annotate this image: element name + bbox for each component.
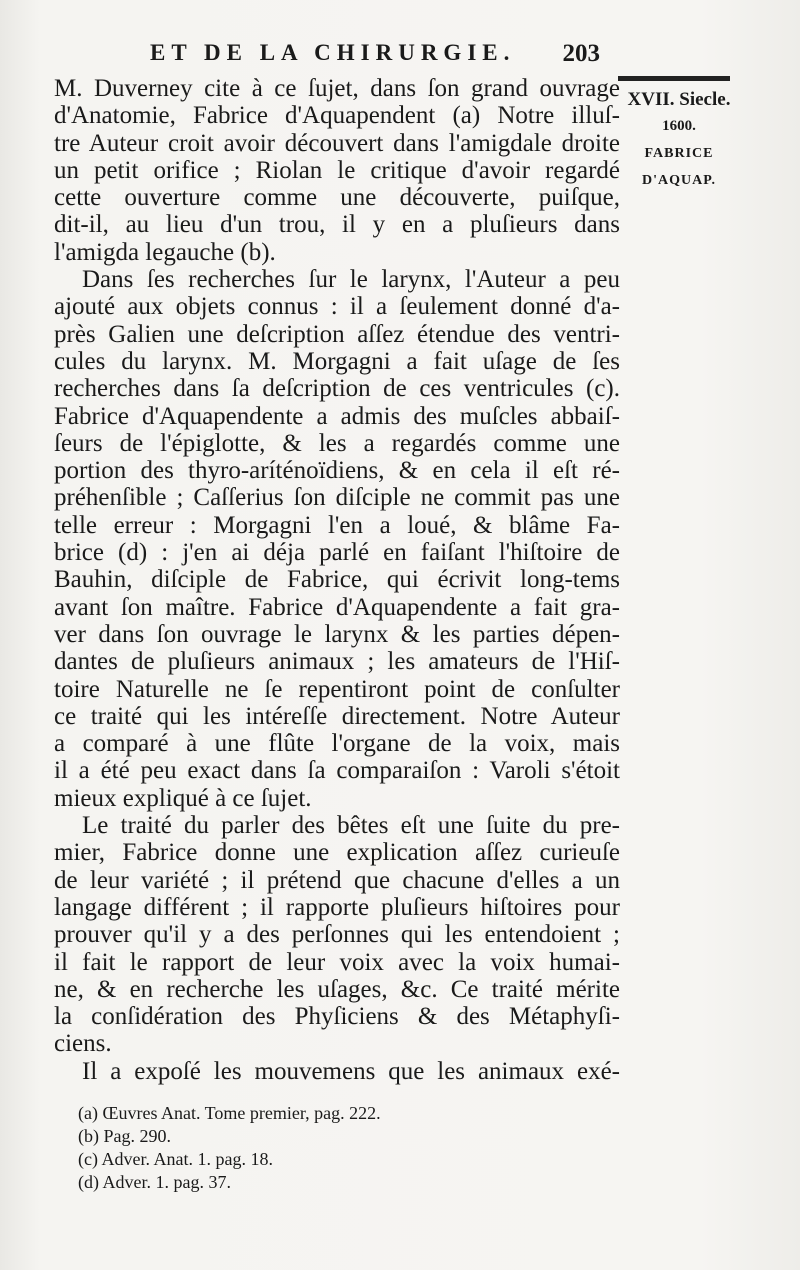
text-line: Il a expoſé les mouvemens que les animaux exé- (82, 1057, 620, 1085)
margin-note-century: XVII. Siecle. (627, 89, 731, 110)
text-line: mier, Fabrice donne une explication aſſez curieuſe (54, 839, 620, 867)
margin-note (618, 86, 740, 194)
text-line: portion des thyro-aríténoïdiens, & en cela il eſt ré- (54, 457, 620, 485)
footnote: (a) Œuvres Anat. Tome premier, pag. 222. (78, 1103, 381, 1123)
text-line: recherches dans ſa deſcription de ces ventricules (c). (54, 375, 620, 403)
text-line: tre Auteur croit avoir découvert dans l'amigdale droite (54, 129, 620, 157)
text-line: d'Anatomie, Fabrice d'Aquapendent (a) Notre illuſ- (54, 102, 620, 130)
text-line: dantes de pluſieurs animaux ; les amateurs de l'Hiſ- (54, 648, 620, 676)
text-line: cette ouverture comme une découverte, puiſque, (54, 184, 620, 212)
text-line: ajouté aux objets connus : il a ſeulement donné d'a- (54, 293, 620, 321)
text-line: Le traité du parler des bêtes eſt une ſuite du pre- (82, 812, 620, 840)
text-line: il fait le rapport de leur voix avec la voix humai- (54, 948, 620, 976)
footnote: (d) Adver. 1. pag. 37. (78, 1172, 231, 1192)
text-line: Dans ſes recherches ſur le larynx, l'Auteur a peu (82, 266, 620, 294)
margin-note-year: 1600. (662, 118, 696, 134)
text-line: dit-il, au lieu d'un trou, il y en a pluſieurs dans (54, 211, 620, 239)
text-line: M. Duverney cite à ce ſujet, dans ſon grand ouvrage (54, 75, 620, 102)
running-head: ET DE LA CHIRURGIE. (150, 40, 516, 65)
text-line: cules du larynx. M. Morgagni a fait uſage de ſes (54, 347, 620, 375)
text-line: toire Naturelle ne ſe repentiront point de conſulter (54, 675, 620, 703)
text-line: avant ſon maître. Fabrice d'Aquapendente a fait gra- (54, 593, 620, 621)
text-line: la conſidération des Phyſiciens & des Métaphyſi- (54, 1003, 620, 1031)
text-line: prouver qu'il y a des perſonnes qui les entendoient ; (54, 921, 620, 949)
text-line: Bauhin, diſciple de Fabrice, qui écrivit long-tems (54, 566, 620, 594)
footnote: (c) Adver. Anat. 1. pag. 18. (78, 1149, 273, 1169)
margin-note-name: FABRICE (644, 146, 714, 161)
text-line: telle erreur : Morgagni l'en a loué, & blâme Fa- (54, 511, 620, 539)
text-line: l'amigda legauche (b). (54, 238, 276, 266)
text-line: il a été peu exact dans ſa comparaiſon : Varoli s'étoit (54, 757, 620, 785)
text-line: Fabrice d'Aquapendente a admis des muſcles abbaiſ- (54, 402, 620, 430)
text-line: ciens. (54, 1030, 112, 1058)
page-number: 203 (562, 40, 600, 67)
text-line: ſeurs de l'épiglotte, & les a regardés comme une (54, 429, 620, 457)
text-line: un petit orifice ; Riolan le critique d'avoir regardé (54, 156, 620, 184)
page-header (150, 40, 620, 76)
text-line: a comparé à une flûte l'organe de la voix, mais (54, 730, 620, 758)
text-line: langage différent ; il rapporte pluſieurs hiſtoires pour (54, 893, 620, 921)
text-line: brice (d) : j'en ai déja parlé en faiſant l'hiſtoire de (54, 539, 620, 567)
text-line: préhenſible ; Caſſerius ſon diſciple ne commit pas une (54, 484, 620, 512)
margin-note-name-2: D'AQUAP. (642, 173, 716, 188)
margin-rule (618, 76, 730, 81)
text-line: ver dans ſon ouvrage le larynx & les parties dépen- (54, 620, 620, 648)
footnote: (b) Pag. 290. (78, 1126, 171, 1146)
text-line: ne, & en recherche les uſages, &c. Ce traité mérite (54, 975, 620, 1003)
text-line: mieux expliqué à ce ſujet. (54, 784, 312, 812)
footnotes (78, 1102, 598, 1194)
text-line: de leur variété ; il prétend que chacune d'elles a un (54, 866, 620, 894)
text-line: près Galien une deſcription aſſez étendue des ventri- (54, 320, 620, 348)
body-text (54, 75, 620, 1085)
text-line: ce traité qui les intéreſſe directement. Notre Auteur (54, 702, 620, 730)
